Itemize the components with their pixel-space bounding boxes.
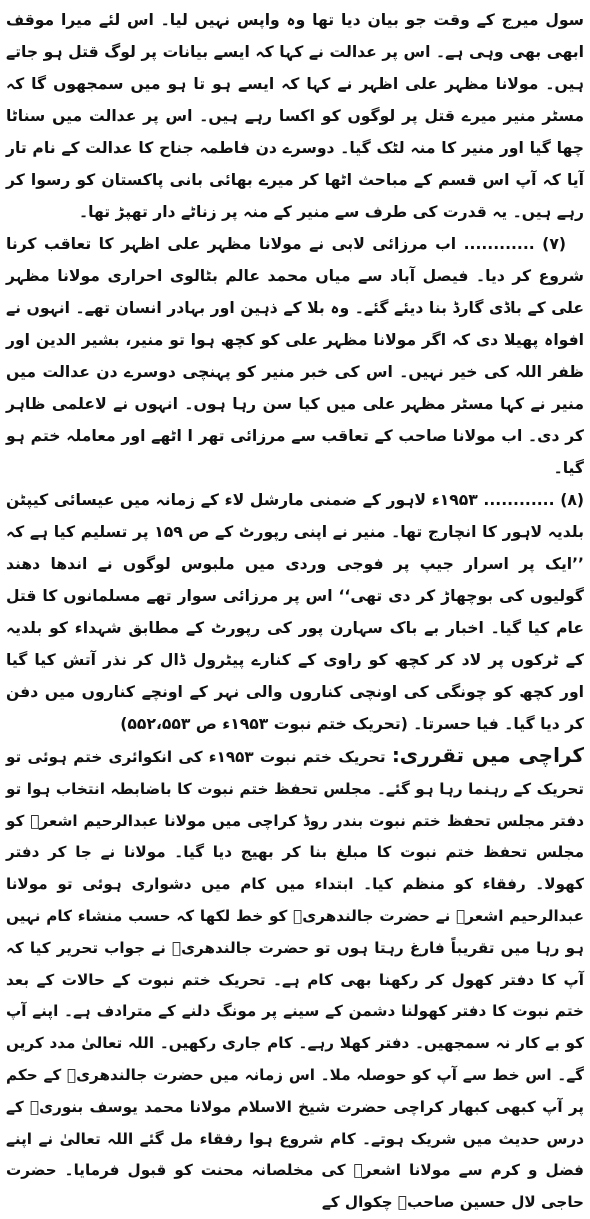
paragraph-1-text: سول میرج کے وقت جو بیان دیا تھا وہ واپس نہیں لیا۔ اس لئے میرا موقف ابھی بھی وہی ہے۔ اس پر عدالت نے کہا کہ ایسے بیانات پر لوگ قتل ہو جاتے ہیں۔ مولانا مظہر علی اظہر نے کہا کہ ایسے ہو تا ہو میں سمجھوں گا کہ مسٹر منیر میرے قتل پر لوگوں کو اکسا رہے ہیں۔ اس پر عدالت میں سناٹا چھا گیا اور منیر کا منہ لٹک گیا۔ دوسرے دن فاطمہ جناح کا عدالت کے نام تار آیا کہ آپ اس قسم کے مباحث اٹھا کر میرے بھائی بانی پاکستان کو رسوا کر رہے ہیں۔ یہ قدرت کی طرف سے منیر کے منہ پر زناٹے دار تھپڑ تھا۔ xyxy=(6,11,584,221)
paragraph-2 xyxy=(6,228,584,484)
paragraph-4 xyxy=(6,740,584,1219)
paragraph-2-number: (۷) xyxy=(542,235,566,253)
paragraph-3 xyxy=(6,484,584,740)
section-heading: کراچی میں تقرری: xyxy=(391,743,584,767)
paragraph-1 xyxy=(6,4,584,228)
document-page xyxy=(6,4,585,1212)
paragraph-4-text: تحریک ختم نبوت ۱۹۵۳ء کی انکوائری ختم ہوئی تو تحریک کے رہنما رہا ہو گئے۔ مجلس تحفظ ختم نبوت کا باضابطہ انتخاب ہوا تو دفتر مجلس تحفظ ختم نبوت بندر روڈ کراچی میں مولانا عبدالرحیم اشعرؒ کو مجلس تحفظ ختم نبوت کا مبلغ بنا کر بھیج دیا گیا۔ مولانا نے جا کر دفتر کھولا۔ رفقاء کو منظم کیا۔ ابتداء میں کام میں دشواری ہوئی تو مولانا عبدالرحیم اشعرؒ نے حضرت جالندھریؒ کو خط لکھا کہ حسب منشاء کام نہیں ہو رہا میں تقریباً فارغ رہتا ہوں تو حضرت جالندھریؒ نے جواب تحریر کیا کہ آپ کا دفتر کھول کر رکھنا بھی کام ہے۔ تحریک ختم نبوت کے حالات کے بعد ختم نبوت کا دفتر کھولنا دشمن کے سینے پر مونگ دلنے کے مترادف ہے۔ اپنے آپ کو بے کار نہ سمجھیں۔ دفتر کھلا رہے۔ کام جاری رکھیں۔ اللہ تعالیٰ مدد کریں گے۔ اس خط سے آپ کو حوصلہ ملا۔ اس زمانہ میں حضرت جالندھریؒ کے حکم پر آپ کبھی کبھار کراچی حضرت شیخ الاسلام مولانا محمد یوسف بنوریؒ کے درس حدیث میں شریک ہوتے۔ کام شروع ہوا رفقاء مل گئے اللہ تعالیٰ نے اپنے فضل و کرم سے مولانا اشعرؒ کی مخلصانہ محنت کو قبول فرمایا۔ حضرت حاجی لال حسین صاحبؒ چکوال کے xyxy=(6,748,584,1212)
paragraph-3-text: ............ ۱۹۵۳ء لاہور کے ضمنی مارشل لاء کے زمانہ میں عیسائی کیپٹن بلدیہ لاہور کا انچارج تھا۔ منیر نے اپنی رپورٹ کے ص ۱۵۹ پر تسلیم کیا ہے کہ ’’ایک پر اسرار جیپ پر فوجی وردی میں ملبوس لوگوں نے اندھا دھند گولیوں کی بوچھاڑ کر دی تھی‘‘ اس پر مرزائی سوار تھے مسلمانوں کا قتل عام کیا گیا۔ اخبار بے باک سہارن پور کی رپورٹ کے مطابق شہداء کو بلدیہ کے ٹرکوں پر لاد کر کچھ کو راوی کے کنارے پیٹرول ڈال کر نذر آتش کیا گیا اور کچھ کو چونگی کی اونچی کناروں والی نہر کے اونچے کناروں میں دفن کر دیا گیا۔ فیا حسرتا۔ (تحریک ختم نبوت ۱۹۵۳ء ص ۵۵۲،۵۵۳) xyxy=(6,491,584,733)
paragraph-3-number: (۸) xyxy=(560,491,585,509)
paragraph-2-text: ............ اب مرزائی لابی نے مولانا مظہر علی اظہر کا تعاقب کرنا شروع کر دیا۔ فیصل آباد سے میاں محمد عالم بٹالوی احراری مولانا مظہر علی کے باڈی گارڈ بنا دیئے گئے۔ وہ بلا کے ذہین اور بہادر انسان تھے۔ انہوں نے افواہ پھیلا دی کہ اگر مولانا مظہر علی کو کچھ ہوا تو منیر، بشیر الدین اور ظفر اللہ کی خیر نہیں۔ اس کی خبر منیر کو پہنچی دوسرے دن عدالت میں منیر نے کہا مسٹر مظہر علی میں کیا سن رہا ہوں۔ انہوں نے لاعلمی ظاہر کر دی۔ اب مولانا صاحب کے تعاقب سے مرزائی تھر ا اٹھے اور معاملہ ختم ہو گیا۔ xyxy=(6,235,584,477)
